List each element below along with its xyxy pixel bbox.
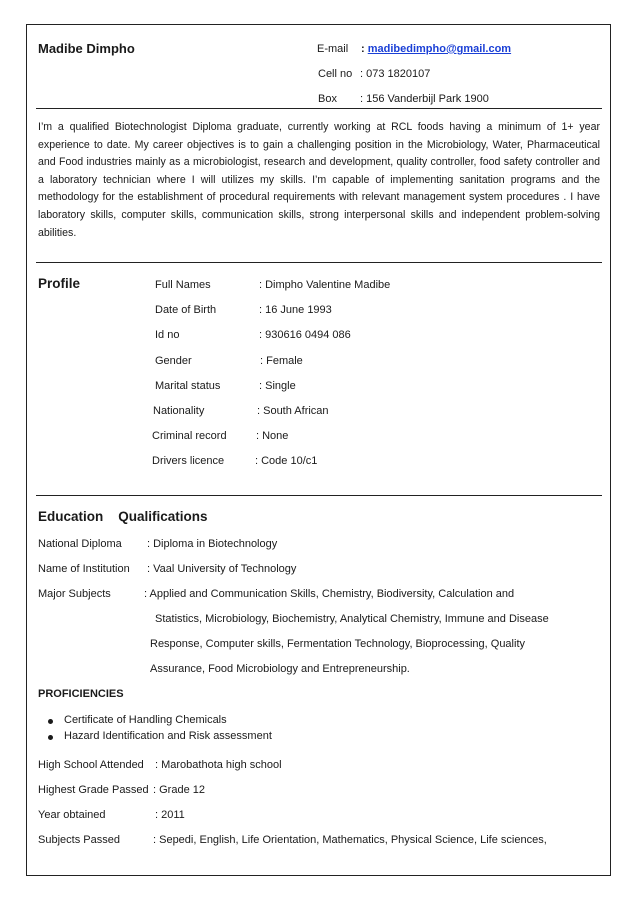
profile-label: Drivers licence [152,455,225,467]
profile-label: Gender [155,355,192,367]
proficiency-item: Certificate of Handling Chemicals [64,714,227,726]
header-divider [36,108,602,109]
school-label: Subjects Passed [38,834,120,846]
email-label: E-mail [317,43,349,55]
profile-heading: Profile [38,276,81,291]
proficiency-item: Hazard Identification and Risk assessment [64,730,272,742]
profile-label: Marital status [155,380,221,392]
major-subjects-cont: Response, Computer skills, Fermentation Technology, Bioprocessing, Quality [150,638,525,650]
email-colon: : [361,43,368,55]
profile-divider [36,495,602,496]
box-value: : 156 Vanderbijl Park 1900 [360,93,489,105]
profile-value: : South African [257,405,329,417]
school-label: Year obtained [38,809,106,821]
cell-label: Cell no [318,68,353,80]
school-value: : Grade 12 [153,784,205,796]
major-subjects-cont: Statistics, Microbiology, Biochemistry, Analytical Chemistry, Immune and Disease [155,613,549,625]
education-label: Name of Institution [38,563,130,575]
email-value[interactable] [361,43,511,55]
profile-value: : 930616 0494 086 [259,329,351,341]
career-summary: I’m a qualified Biotechnologist Diploma graduate, currently working at RCL foods having a minimum of 1+ year experience to date. My career objectives is to gain a challenging position in the Microbiology, Water, Pharmaceutical and Food industries mainly as a microbiologist, research and development, quality controller, food safety controller and a laboratory technician where I will utilizes my skills. I’m capable of implementing sanitation programs and the methodology for the establishment of procedural requirements with relevant management system procedures . I have laboratory skills, computer skills, communication skills, strong interpersonal skills and independent problem-solving abilities. [38,121,600,239]
profile-value: : Dimpho Valentine Madibe [259,279,391,291]
school-value: : Marobathota high school [155,759,282,771]
proficiencies-heading: PROFICIENCIES [38,688,124,700]
email-link[interactable]: madibedimpho@gmail.com [367,43,512,55]
profile-label: Full Names [155,279,211,291]
education-label: Major Subjects [38,588,111,600]
summary-divider [36,262,602,263]
profile-value: : Code 10/c1 [255,455,318,467]
education-value: : Vaal University of Technology [147,563,297,575]
profile-label: Date of Birth [155,304,217,316]
profile-label: Nationality [153,405,205,417]
candidate-name: Madibe Dimpho [38,41,135,56]
school-value: : 2011 [155,809,185,821]
school-value: : Sepedi, English, Life Orientation, Mathematics, Physical Science, Life sciences, [153,834,547,846]
profile-value: : None [256,430,289,442]
education-heading: Education Qualifications [38,509,208,524]
education-value: : Diploma in Biotechnology [147,538,278,550]
cell-value: : 073 1820107 [360,68,431,80]
profile-value: : Single [259,380,296,392]
profile-value: : Female [260,355,303,367]
major-subjects-cont: Assurance, Food Microbiology and Entrepreneurship. [150,663,410,675]
profile-value: : 16 June 1993 [259,304,332,316]
education-label: National Diploma [38,538,122,550]
bullet-icon [48,719,53,724]
bullet-icon [48,735,53,740]
school-label: High School Attended [38,759,144,771]
education-value: : Applied and Communication Skills, Chemistry, Biodiversity, Calculation and [144,588,515,600]
school-label: Highest Grade Passed [38,784,149,796]
box-label: Box [318,93,337,105]
profile-label: Id no [155,329,180,341]
profile-label: Criminal record [152,430,227,442]
